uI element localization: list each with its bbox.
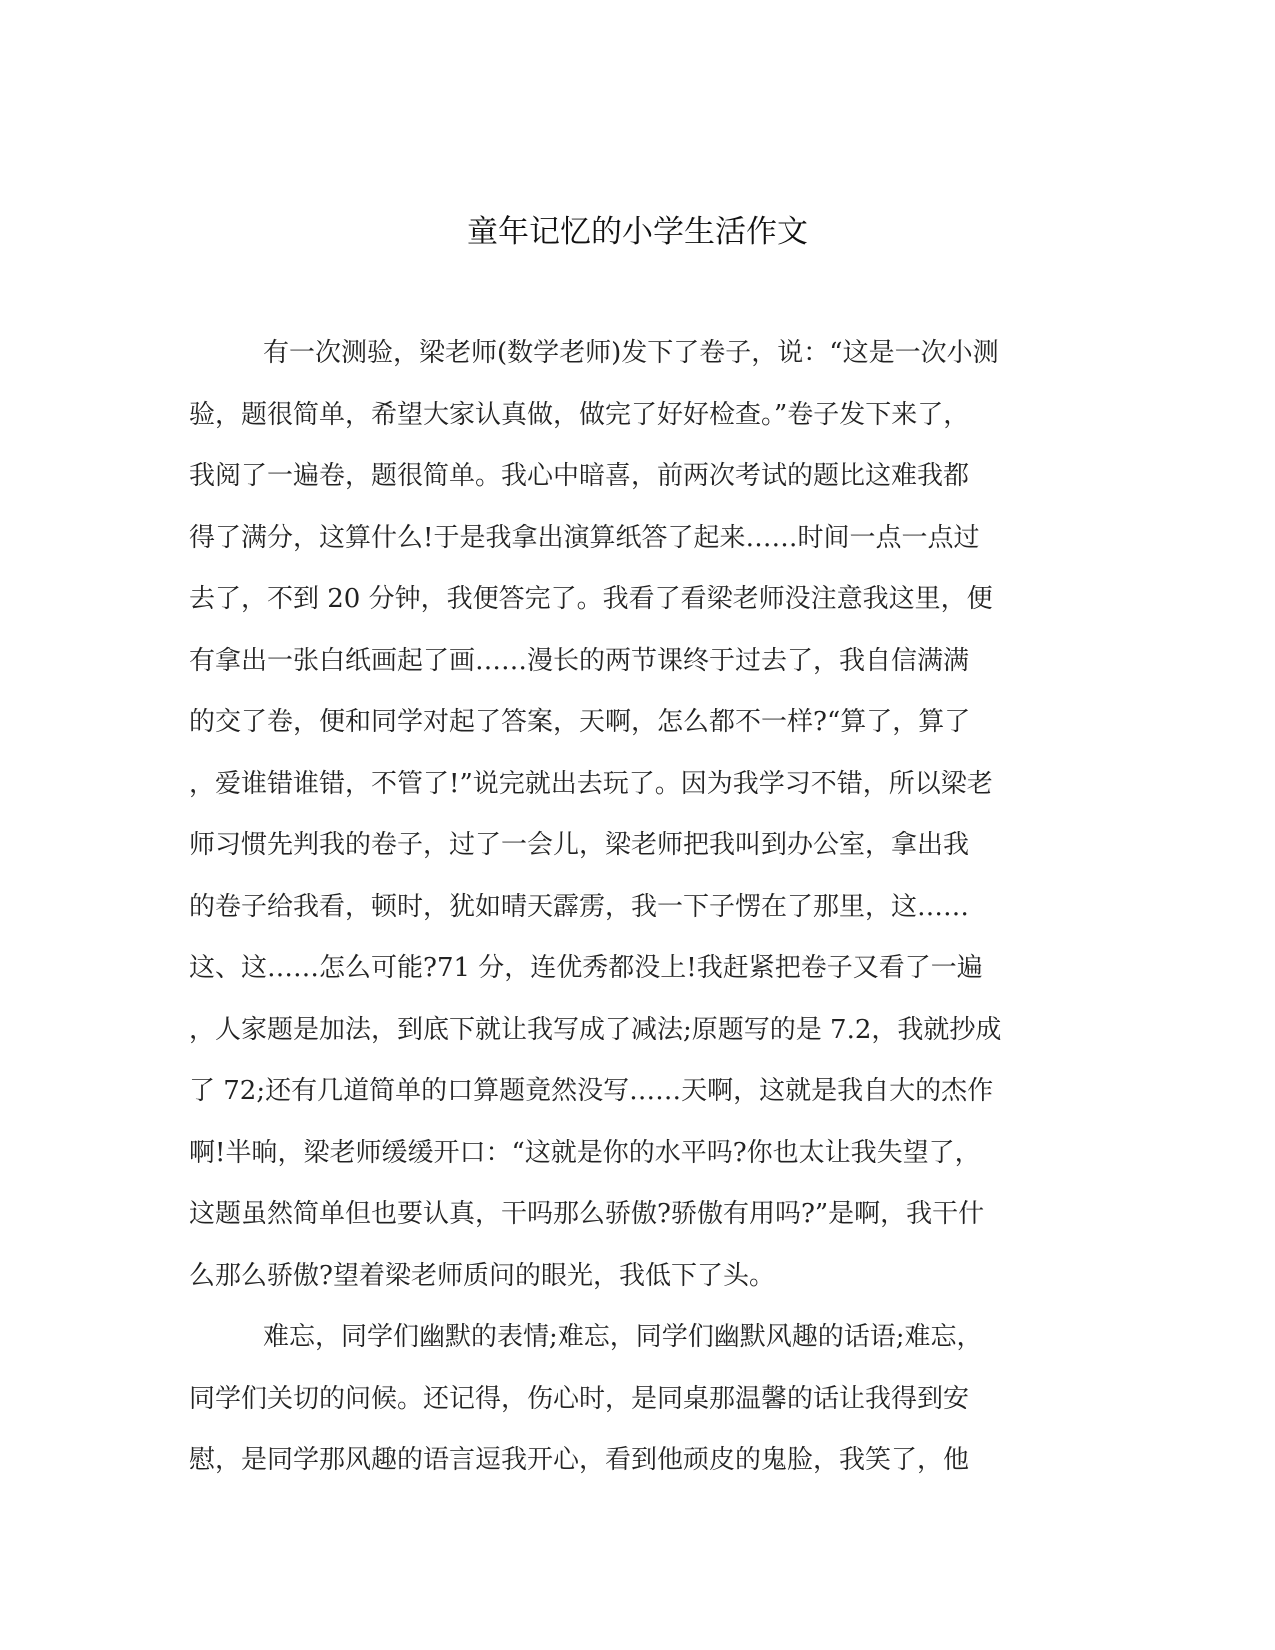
- paragraph-1-line-11: 这、这……怎么可能?71 分，连优秀都没上!我赶紧把卷子又看了一遍: [189, 953, 983, 983]
- paragraph-1-line-8: ，爱谁错谁错，不管了!”说完就出去玩了。因为我学习不错，所以梁老: [189, 768, 993, 799]
- paragraph-1-line-13: 了 72;还有几道简单的口算题竟然没写……天啊，这就是我自大的杰作: [189, 1076, 994, 1106]
- paragraph-1-line-3: 我阅了一遍卷，题很简单。我心中暗喜，前两次考试的题比这难我都: [189, 461, 970, 491]
- paragraph-1-line-4: 得了满分，这算什么!于是我拿出演算纸答了起来……时间一点一点过: [189, 522, 980, 553]
- paragraph-1-line-9: 师习惯先判我的卷子，过了一会儿，梁老师把我叫到办公室，拿出我: [189, 830, 970, 860]
- paragraph-1-line-7: 的交了卷，便和同学对起了答案，天啊，怎么都不一样?“算了，算了: [189, 707, 971, 737]
- paragraph-2-line-3: 慰，是同学那风趣的语言逗我开心，看到他顽皮的鬼脸，我笑了，他: [189, 1445, 970, 1475]
- paragraph-1-line-1: 有一次测验，梁老师(数学老师)发下了卷子，说：“这是一次小测: [263, 338, 999, 368]
- paragraph-1-line-5: 去了，不到 20 分钟，我便答完了。我看了看梁老师没注意我这里，便: [189, 584, 993, 614]
- paragraph-1-line-12: ，人家题是加法，到底下就让我写成了减法;原题写的是 7.2，我就抄成: [189, 1014, 1002, 1045]
- paragraph-1-line-16: 么那么骄傲?望着梁老师质问的眼光，我低下了头。: [189, 1260, 775, 1291]
- paragraph-2-line-1: 难忘，同学们幽默的表情;难忘，同学们幽默风趣的话语;难忘，: [263, 1322, 983, 1352]
- paragraph-1-line-6: 有拿出一张白纸画起了画……漫长的两节课终于过去了，我自信满满: [189, 645, 970, 676]
- paragraph-1-line-14: 啊!半晌，梁老师缓缓开口：“这就是你的水平吗?你也太让我失望了，: [189, 1137, 981, 1168]
- document-title: 童年记忆的小学生活作文: [467, 214, 808, 250]
- paragraph-1-line-2: 验，题很简单，希望大家认真做，做完了好好检查。”卷子发下来了，: [189, 399, 970, 430]
- paragraph-1-line-10: 的卷子给我看，顿时，犹如晴天霹雳，我一下子愣在了那里，这……: [189, 891, 970, 922]
- paragraph-2-line-2: 同学们关切的问候。还记得，伤心时，是同桌那温馨的话让我得到安: [189, 1383, 970, 1414]
- paragraph-1-line-15: 这题虽然简单但也要认真，干吗那么骄傲?骄傲有用吗?”是啊，我干什: [189, 1199, 985, 1229]
- essay-body: [189, 323, 1089, 1492]
